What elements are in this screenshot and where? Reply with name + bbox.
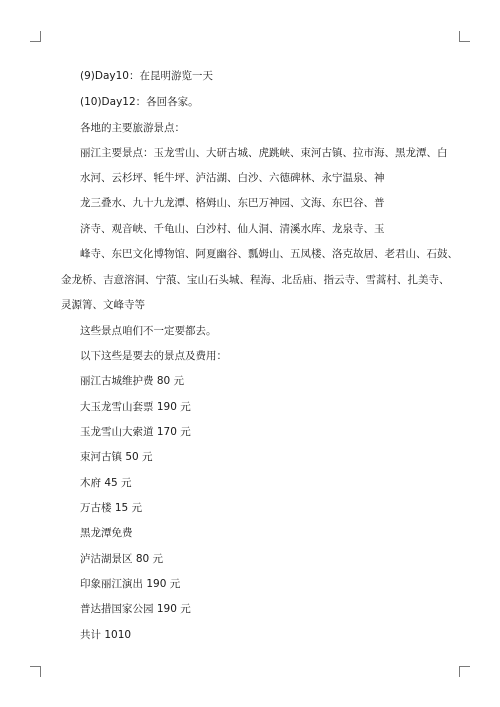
cost-item: 束河古镇 50 元 — [80, 451, 153, 463]
cost-item: 大玉龙雪山套票 190 元 — [80, 401, 191, 413]
itinerary-day12: (10)Day12：各回各家。 — [80, 96, 199, 108]
itinerary-day10: (9)Day10：在昆明游览一天 — [80, 70, 213, 82]
cost-total: 共计 1010 — [80, 629, 132, 641]
section-heading-costs: 以下这些是要去的景点及费用： — [80, 350, 227, 362]
cost-item: 木府 45 元 — [80, 477, 132, 489]
cost-item: 泸沽湖景区 80 元 — [80, 553, 164, 565]
crop-mark-bottom-right — [459, 666, 470, 677]
cost-item: 印象丽江演出 190 元 — [80, 578, 181, 590]
attractions-text: 丽江主要景点：玉龙雪山、大研古城、虎跳峡、束河古镇、拉市海、黑龙潭、白 — [80, 147, 448, 159]
attractions-text: 龙三叠水、九十九龙潭、格姆山、东巴万神园、文海、东巴谷、普 — [80, 197, 385, 209]
attractions-text: 金龙桥、吉意溶洞、宁蒗、宝山石头城、程海、北岳庙、指云寺、雪蒿村、扎美寺、 — [61, 274, 450, 286]
cost-item: 万古楼 15 元 — [80, 502, 143, 514]
cost-item: 普达措国家公园 190 元 — [80, 603, 191, 615]
attractions-text: 峰寺、东巴文化博物馆、阿夏幽谷、瓢姆山、五凤楼、洛克故居、老君山、石鼓、 — [80, 248, 458, 260]
attractions-text: 灵源箐、文峰寺等 — [61, 299, 145, 311]
attractions-text: 水河、云杉坪、牦牛坪、泸沽湖、白沙、六德碑林、永宁温泉、神 — [80, 172, 385, 184]
section-heading-attractions: 各地的主要旅游景点： — [80, 122, 185, 134]
cost-item: 黑龙潭免费 — [80, 527, 133, 539]
cost-item: 丽江古城维护费 80 元 — [80, 375, 185, 387]
crop-mark-bottom-left — [30, 666, 41, 677]
note-text: 这些景点咱们不一定要都去。 — [80, 325, 217, 337]
crop-mark-top-right — [459, 31, 470, 42]
crop-mark-top-left — [30, 31, 41, 42]
attractions-text: 济寺、观音峡、千龟山、白沙村、仙人洞、清溪水库、龙泉寺、玉 — [80, 223, 385, 235]
cost-item: 玉龙雪山大索道 170 元 — [80, 426, 191, 438]
